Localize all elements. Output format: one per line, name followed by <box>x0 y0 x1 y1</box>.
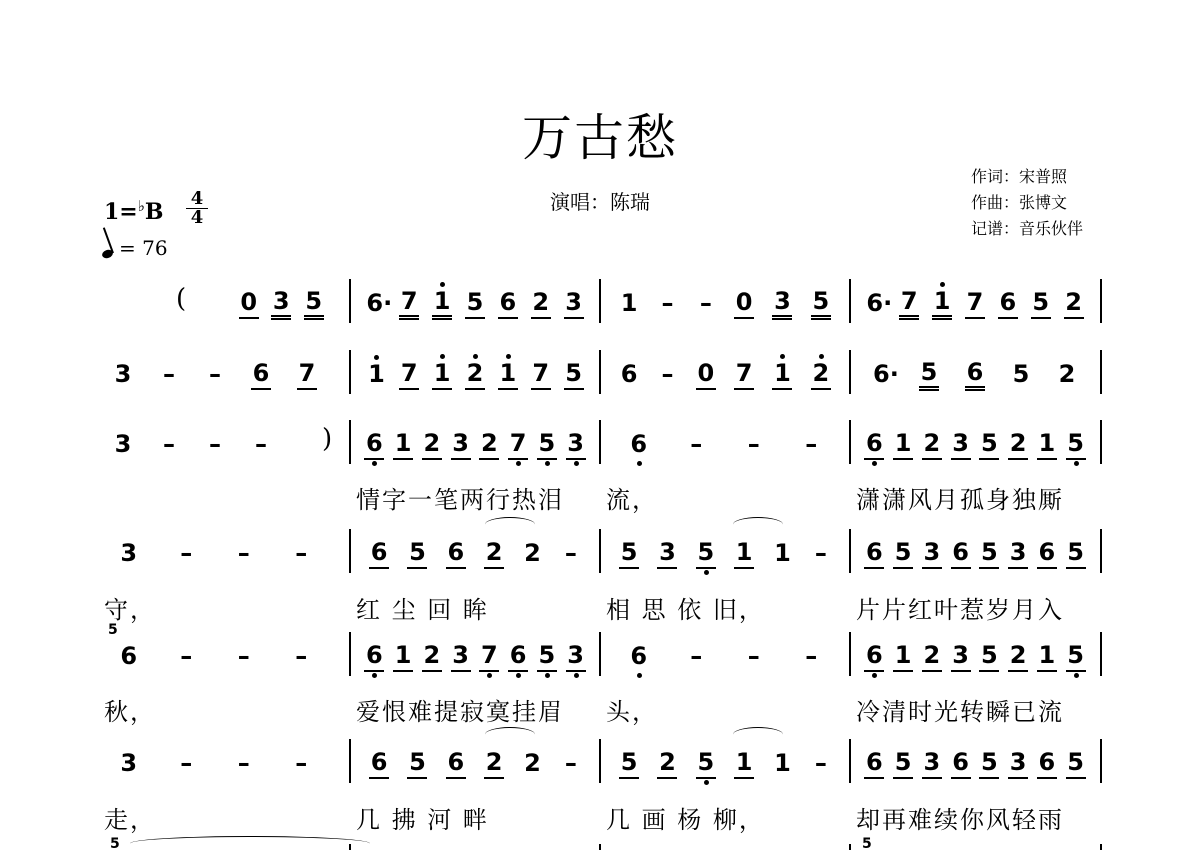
barline <box>1100 739 1102 783</box>
note: 5 <box>398 743 436 783</box>
note: 1 <box>926 283 959 323</box>
note: – <box>180 749 193 777</box>
note: – <box>237 642 250 670</box>
lyric-text: 走， <box>104 806 156 834</box>
note: 5 <box>889 533 918 573</box>
note: 1 <box>426 283 459 323</box>
note: – <box>255 430 267 458</box>
barline <box>1100 632 1102 676</box>
lyric-text: 冷清时光转瞬已流 <box>856 698 1064 726</box>
time-denominator: 4 <box>186 208 208 227</box>
quarter-note-icon <box>101 248 114 259</box>
note: 6 <box>630 642 648 670</box>
barline <box>599 739 601 783</box>
key-note: B <box>144 199 164 225</box>
lyric-text: 潇潇风月孤身独厮 <box>856 486 1064 514</box>
barline <box>1100 279 1102 323</box>
note: – <box>180 642 193 670</box>
lyricist-credit: 作词：宋普照 <box>971 167 1068 186</box>
barline <box>349 420 351 464</box>
tie <box>733 727 783 742</box>
note: 2 <box>418 424 447 464</box>
note: 3 <box>446 424 475 464</box>
key-one: 1= <box>104 199 138 225</box>
note: 3 <box>265 283 298 323</box>
note: 6 <box>360 424 389 464</box>
note: 6 <box>991 283 1024 323</box>
time-numerator: 4 <box>190 188 204 209</box>
singer-credit: 演唱：陈瑞 <box>550 190 650 214</box>
note: 5 <box>687 743 725 783</box>
lyric-text: 头， <box>606 698 658 726</box>
barline <box>349 279 351 323</box>
note: 2 <box>918 424 947 464</box>
note: – <box>814 749 827 777</box>
note: 6 <box>437 533 475 573</box>
note: 2 <box>418 636 447 676</box>
tempo-value: = 76 <box>119 236 168 260</box>
barline <box>1100 350 1102 394</box>
barline <box>849 739 851 783</box>
barline <box>599 420 601 464</box>
barline <box>849 420 851 464</box>
note: 2 <box>1004 424 1033 464</box>
note: – <box>237 539 250 567</box>
note: 3 <box>1004 533 1033 573</box>
note: 1 <box>620 289 638 317</box>
note: 6 <box>860 533 889 573</box>
song-title: 万古愁 <box>522 109 678 167</box>
note: 7 <box>959 283 992 323</box>
note: 2 <box>524 749 541 777</box>
note: 7 <box>524 354 557 394</box>
note: 6 <box>630 430 648 458</box>
note: 7 <box>284 354 330 394</box>
note: 3 <box>1004 743 1033 783</box>
note: 3 <box>114 430 132 458</box>
grace-note: 5 <box>862 836 872 852</box>
note: 5 <box>459 283 492 323</box>
note: – <box>661 289 674 317</box>
tempo-marking <box>102 236 168 260</box>
note: 6 <box>360 636 389 676</box>
composer-credit: 作曲：张博文 <box>971 193 1068 212</box>
note: 5 <box>975 743 1004 783</box>
note: 1 <box>491 354 524 394</box>
tie <box>733 517 783 532</box>
note: 6 <box>1033 743 1062 783</box>
note: 6 <box>504 636 533 676</box>
lyric-text: 却再难续你风轻雨 <box>856 806 1064 834</box>
note: 1 <box>889 636 918 676</box>
note: 2 <box>918 636 947 676</box>
note: – <box>209 360 221 388</box>
note: 7 <box>893 283 926 323</box>
note: 0 <box>233 283 266 323</box>
note: – <box>690 642 703 670</box>
lyric-text: 相 思 依 旧， <box>606 596 765 624</box>
note: 6 <box>238 354 284 394</box>
credits-block <box>971 164 1083 242</box>
note: 5 <box>975 533 1004 573</box>
note: – <box>564 749 577 777</box>
note: 2 <box>648 743 686 783</box>
note: 0 <box>725 283 763 323</box>
barline <box>599 279 601 323</box>
note: 2 <box>475 424 504 464</box>
note: – <box>805 642 818 670</box>
note: 3 <box>120 539 138 567</box>
note: 6 <box>360 743 398 783</box>
barline <box>599 350 601 394</box>
tie <box>130 836 370 851</box>
note: 2 <box>524 539 541 567</box>
note: 2 <box>1058 360 1076 388</box>
note: – <box>805 430 818 458</box>
time-signature <box>186 190 208 227</box>
note: 7 <box>504 424 533 464</box>
note: 5 <box>802 283 840 323</box>
barline <box>349 632 351 676</box>
lyric-text: 情字一笔两行热泪 <box>356 486 564 514</box>
barline <box>349 350 351 394</box>
note: 6 <box>952 354 998 394</box>
note: 1 <box>774 539 791 567</box>
note: 3 <box>918 533 947 573</box>
barline <box>849 350 851 394</box>
lyric-text: 秋， <box>104 698 156 726</box>
note: 3 <box>918 743 947 783</box>
note: – <box>661 360 674 388</box>
note: – <box>747 642 760 670</box>
close-paren: ) <box>322 424 333 454</box>
barline <box>599 529 601 573</box>
note: 1 <box>426 354 459 394</box>
note: 6· <box>366 289 393 317</box>
note: 7 <box>393 283 426 323</box>
note: 1 <box>389 636 418 676</box>
note: 1 <box>1033 636 1062 676</box>
barline <box>349 844 351 850</box>
note: 7 <box>393 354 426 394</box>
note: 1 <box>774 749 791 777</box>
note: 6 <box>491 283 524 323</box>
note: 3 <box>946 636 975 676</box>
note: – <box>699 289 712 317</box>
note: – <box>814 539 827 567</box>
barline <box>599 844 601 850</box>
note: – <box>747 430 760 458</box>
lyric-text: 几 画 杨 柳， <box>606 806 765 834</box>
note: 6 <box>860 636 889 676</box>
note: 5 <box>1061 424 1090 464</box>
note: 5 <box>906 354 952 394</box>
note: 5 <box>1061 743 1090 783</box>
note: 5 <box>1061 533 1090 573</box>
note: 2 <box>459 354 492 394</box>
barline <box>1100 420 1102 464</box>
lyric-text: 爱恨难提寂寞挂眉 <box>356 698 564 726</box>
note: 6 <box>946 743 975 783</box>
note: 6· <box>866 289 893 317</box>
barline <box>599 632 601 676</box>
note: 5 <box>687 533 725 573</box>
tie <box>485 727 535 742</box>
note: 5 <box>975 424 1004 464</box>
note: 2 <box>802 354 840 394</box>
note: 5 <box>889 743 918 783</box>
note: 6 <box>120 642 138 670</box>
lyric-text: 红 尘 回 眸 <box>356 596 489 624</box>
note: 3 <box>114 360 132 388</box>
note: 7 <box>725 354 763 394</box>
note: 5 <box>610 533 648 573</box>
transcriber-credit: 记谱：音乐伙伴 <box>971 219 1084 238</box>
note: – <box>295 749 308 777</box>
note: 2 <box>1004 636 1033 676</box>
note: 1 <box>389 424 418 464</box>
note: 5 <box>533 424 562 464</box>
barline <box>1100 844 1102 850</box>
note: 6 <box>437 743 475 783</box>
note: – <box>564 539 577 567</box>
barline <box>849 529 851 573</box>
grace-note: 5 <box>108 622 118 638</box>
note: 6 <box>860 743 889 783</box>
note: 3 <box>120 749 138 777</box>
note: 5 <box>398 533 436 573</box>
note: 6 <box>620 360 638 388</box>
note: 5 <box>610 743 648 783</box>
note: 6 <box>860 424 889 464</box>
note: – <box>180 539 193 567</box>
note: – <box>209 430 221 458</box>
note: 5 <box>557 354 590 394</box>
barline <box>1100 529 1102 573</box>
note: 2 <box>524 283 557 323</box>
note: 2 <box>1057 283 1090 323</box>
note: 5 <box>1012 360 1030 388</box>
key-signature <box>104 197 163 225</box>
note: 6 <box>1033 533 1062 573</box>
note: 3 <box>446 636 475 676</box>
note: 7 <box>475 636 504 676</box>
flat-sign: ♭ <box>137 197 145 215</box>
lyric-text: 流， <box>606 486 658 514</box>
note: 6 <box>946 533 975 573</box>
barline <box>849 279 851 323</box>
note: 5 <box>975 636 1004 676</box>
open-paren: ( <box>176 284 187 314</box>
lyric-text: 几 拂 河 畔 <box>356 806 489 834</box>
note: 1 <box>763 354 801 394</box>
note: 1 <box>368 360 385 388</box>
note: – <box>237 749 250 777</box>
note: 3 <box>561 424 590 464</box>
note: 1 <box>725 743 763 783</box>
note: – <box>690 430 703 458</box>
tie <box>485 517 535 532</box>
note: 1 <box>725 533 763 573</box>
note: – <box>295 642 308 670</box>
note: 1 <box>889 424 918 464</box>
barline <box>349 739 351 783</box>
note: 2 <box>475 533 513 573</box>
note: 3 <box>763 283 801 323</box>
lyric-text: 片片红叶惹岁月入 <box>856 596 1064 624</box>
note: 3 <box>648 533 686 573</box>
barline <box>349 529 351 573</box>
note: – <box>295 539 308 567</box>
note: 5 <box>1061 636 1090 676</box>
note: 1 <box>1033 424 1062 464</box>
note: 3 <box>946 424 975 464</box>
barline <box>849 632 851 676</box>
grace-note: 5 <box>110 836 120 852</box>
barline <box>849 844 851 850</box>
note: 2 <box>475 743 513 783</box>
note: 5 <box>298 283 331 323</box>
note: 5 <box>1024 283 1057 323</box>
note: 6 <box>360 533 398 573</box>
note: 3 <box>561 636 590 676</box>
note: 6· <box>873 360 899 388</box>
note: 5 <box>533 636 562 676</box>
note: 0 <box>687 354 725 394</box>
note: – <box>163 360 175 388</box>
note: 3 <box>557 283 590 323</box>
lyric-text: 守， <box>104 596 156 624</box>
note: – <box>163 430 175 458</box>
